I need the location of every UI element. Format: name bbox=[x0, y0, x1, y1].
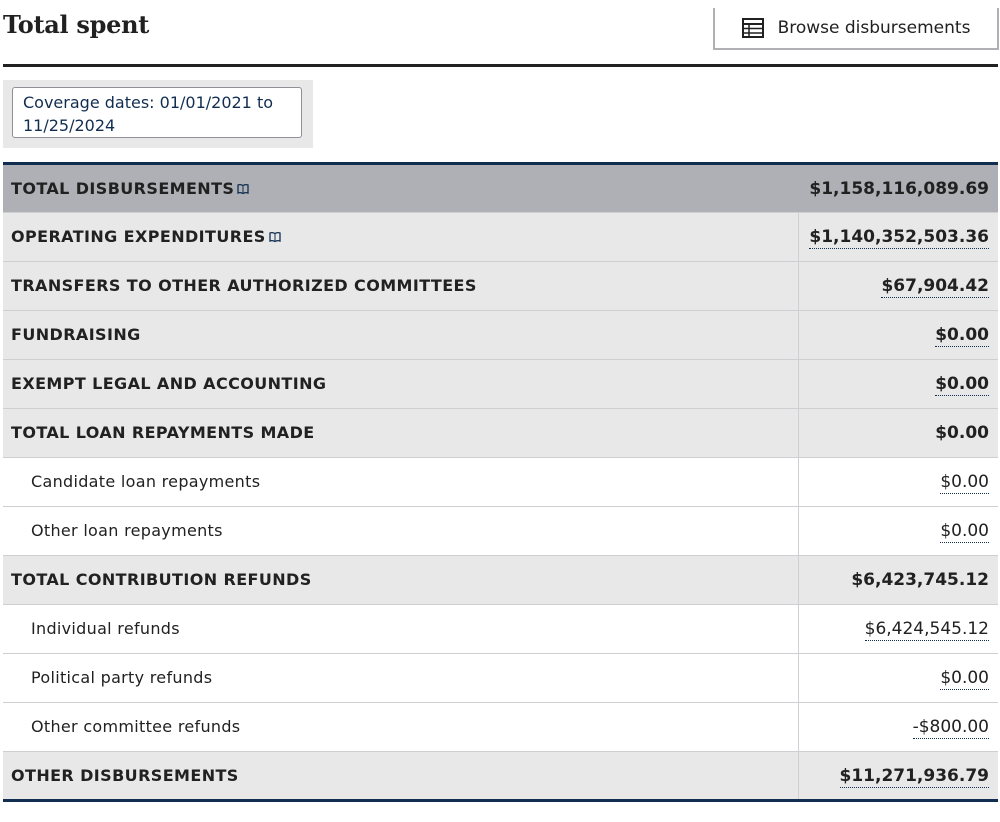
table-row bbox=[3, 458, 998, 507]
page-title: Total spent bbox=[3, 10, 150, 39]
table-row bbox=[3, 213, 998, 262]
row-value-link[interactable]: -$800.00 bbox=[912, 717, 989, 737]
row-label: EXEMPT LEGAL AND ACCOUNTING bbox=[11, 374, 327, 393]
row-label: TOTAL LOAN REPAYMENTS MADE bbox=[11, 423, 315, 442]
row-value: $0.00 bbox=[935, 423, 989, 443]
table-row bbox=[3, 752, 998, 801]
table-row bbox=[3, 605, 998, 654]
coverage-panel bbox=[3, 80, 313, 148]
row-label: Political party refunds bbox=[31, 668, 213, 687]
row-value-link[interactable]: $6,424,545.12 bbox=[864, 619, 989, 639]
spending-summary-table bbox=[3, 162, 998, 802]
row-value-link[interactable]: $0.00 bbox=[940, 521, 989, 541]
row-label: Individual refunds bbox=[31, 619, 180, 638]
row-value: $1,158,116,089.69 bbox=[809, 178, 989, 199]
row-label: TOTAL CONTRIBUTION REFUNDS bbox=[11, 570, 312, 589]
row-label: Candidate loan repayments bbox=[31, 472, 261, 491]
table-row bbox=[3, 703, 998, 752]
row-value-link[interactable]: $0.00 bbox=[940, 668, 989, 688]
table-row bbox=[3, 164, 998, 213]
section-header bbox=[3, 0, 998, 67]
table-row bbox=[3, 507, 998, 556]
row-label: TOTAL DISBURSEMENTS bbox=[11, 178, 235, 198]
table-icon bbox=[742, 18, 764, 38]
browse-disbursements-button[interactable] bbox=[713, 8, 999, 50]
glossary-book-icon[interactable] bbox=[237, 183, 249, 195]
row-value-link[interactable]: $67,904.42 bbox=[881, 276, 989, 296]
row-label: OTHER DISBURSEMENTS bbox=[11, 765, 239, 785]
row-value-link[interactable]: $1,140,352,503.36 bbox=[809, 227, 989, 247]
row-value: $6,423,745.12 bbox=[851, 570, 989, 590]
row-label: OPERATING EXPENDITURES bbox=[11, 227, 266, 246]
table-row bbox=[3, 262, 998, 311]
table-row bbox=[3, 360, 998, 409]
table-row bbox=[3, 556, 998, 605]
row-label: FUNDRAISING bbox=[11, 325, 141, 344]
table-row bbox=[3, 311, 998, 360]
row-value-link[interactable]: $0.00 bbox=[935, 374, 989, 394]
row-value-link[interactable]: $0.00 bbox=[935, 325, 989, 345]
row-value-link[interactable]: $11,271,936.79 bbox=[839, 765, 989, 786]
row-value-link[interactable]: $0.00 bbox=[940, 472, 989, 492]
coverage-dates: Coverage dates: 01/01/2021 to 11/25/2024 bbox=[12, 87, 302, 138]
row-label: Other committee refunds bbox=[31, 717, 241, 736]
row-label: Other loan repayments bbox=[31, 521, 223, 540]
browse-disbursements-label: Browse disbursements bbox=[777, 18, 971, 38]
table-row bbox=[3, 409, 998, 458]
table-row bbox=[3, 654, 998, 703]
row-label: TRANSFERS TO OTHER AUTHORIZED COMMITTEES bbox=[11, 276, 477, 295]
glossary-book-icon[interactable] bbox=[269, 231, 281, 243]
